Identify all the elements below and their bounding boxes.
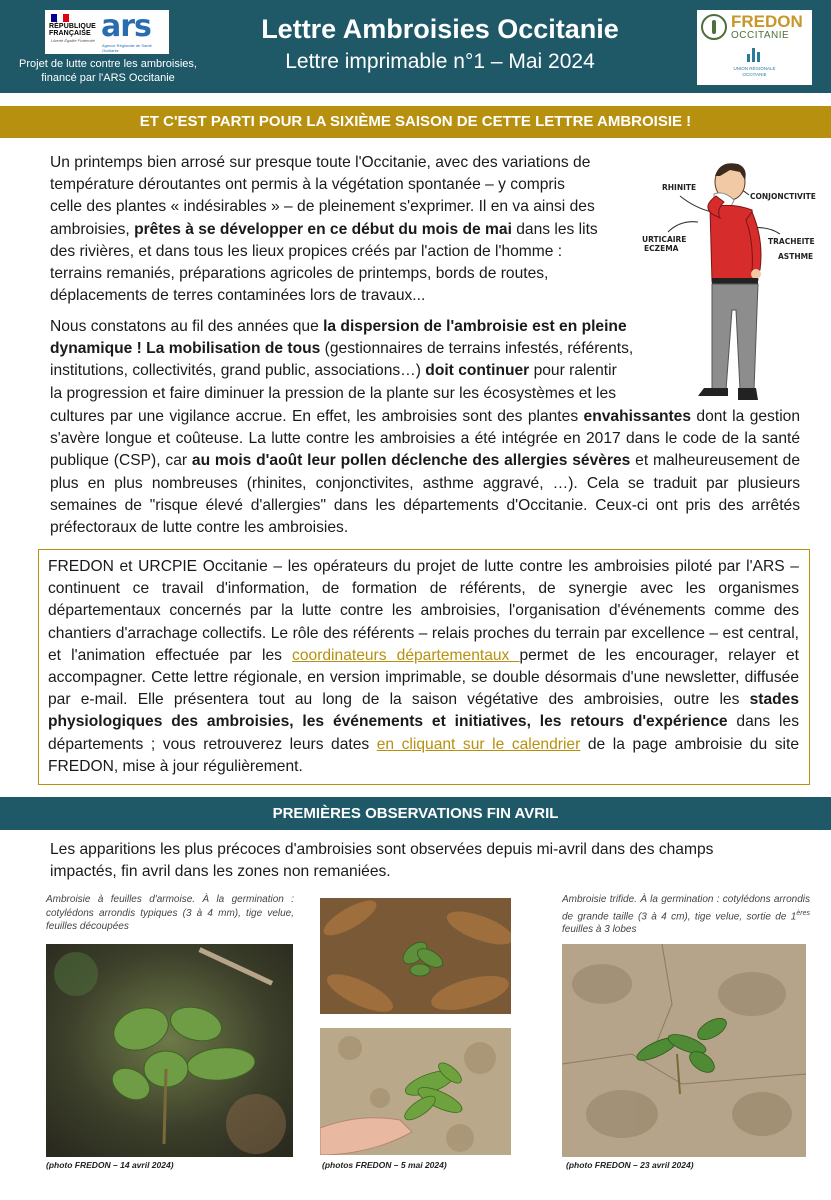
photo-ambroisie-seedling-finger: [320, 1028, 511, 1155]
label-urticaire: URTICAIRE: [642, 235, 687, 244]
caption-ambroisie-trifide: Ambroisie trifide. À la germination : cotylédons arrondis de grande taille (3 à 4 cm), tige velue, sortie de 1ères feuilles à 3 lobes: [562, 894, 810, 936]
ars-logo: ars: [101, 9, 151, 44]
page-title: Lettre Ambroisies Occitanie: [261, 14, 619, 44]
republique-francaise-logo: [49, 14, 99, 50]
photo-credit-3: (photo FREDON – 23 avril 2024): [566, 1160, 694, 1170]
photo-ambroisie-trifide-seedling: [562, 944, 806, 1157]
operators-info-text: FREDON et URCPIE Occitanie – les opérateurs du projet de lutte contre les ambroisies piloté par l'ARS – continuent ce travail d'information, de formation de référents, de synergie avec les organismes départementaux concernés par la lutte contre les ambroisies, l'organisation d'événements comme des chantiers d'arrachage collectifs. Le rôle des référents – relais proches du terrain par excellence – est central, et l'animation effectuée par les coordinateurs départementaux permet de les encourager, relayer et accompagner. Cette lettre régionale, en version imprimable, se double désormais d'une newsletter, diffusée par e-mail. Elle présentera tout au long de la saison végétative des ambroisies, outre les stades physiologiques des ambroisies, les événements et initiatives, les retours d'expérience dans les départements ; vous retrouverez leurs dates en cliquant sur le calendrier de la page ambroisie du site FREDON, mise à jour régulièrement.: [48, 558, 799, 775]
page-subtitle: Lettre imprimable n°1 – Mai 2024: [285, 50, 595, 73]
caption-ambroisie-armoise: Ambroisie à feuilles d'armoise. À la germination : cotylédons arrondis typiques (3 à 4 mm), tige velue, feuilles découpées: [46, 894, 294, 932]
french-flag-icon: [51, 14, 69, 22]
photo-credit-2: (photos FREDON – 5 mai 2024): [322, 1160, 447, 1170]
allergy-symptoms-illustration: [640, 160, 820, 415]
ars-subtitle: Agence Régionale de Santé Occitanie: [102, 43, 152, 53]
republique-text: RÉPUBLIQUE FRANÇAISE: [49, 23, 96, 37]
coordinateurs-departementaux-link[interactable]: coordinateurs départementaux: [292, 646, 520, 664]
photo-credit-1: (photo FREDON – 14 avril 2024): [46, 1160, 174, 1170]
partner-logos-right: [697, 10, 812, 85]
label-tracheite: TRACHEITE: [768, 237, 815, 246]
calendrier-link[interactable]: en cliquant sur le calendrier: [376, 735, 581, 753]
photo-ambroisie-seedling-leaves: [320, 898, 511, 1014]
dispersion-paragraph-bottom: cultures par une vigilance accrue. En effet, les ambroisies sont des plantes envahissantes dont la gestion s'avère longue et coûteuse. La lutte contre les ambroisies a été intégrée en 2017 dans le code de la santé publique (CSP), car au mois d'août leur pollen déclenche des allergies sévères et malheureusement de plus en plus nombreuses (rhinites, conjonctivites, asthme aggravé, …). Cela se traduit par plusieurs semaines de "risque élevé d'allergies" dans les départements d'Occitanie. Ceux-ci ont pris des arrêtés préfectoraux de lutte contre les ambroisies.: [50, 408, 800, 537]
urcpie-logo-icon: [745, 48, 763, 62]
label-conjonctivite: CONJONCTIVITE: [750, 192, 816, 201]
label-eczema: ECZEMA: [644, 244, 679, 253]
photo-ambroisie-armoise-seedling: [46, 944, 293, 1157]
project-caption: Projet de lutte contre les ambroisies, financé par l'ARS Occitanie: [19, 58, 197, 84]
devise-text: Liberté Égalité Fraternité: [51, 38, 95, 43]
intro-paragraph: Un printemps bien arrosé sur presque toute l'Occitanie, avec des variations de température déroutantes ont permis à la végétation spontanée – y compris celle des plantes « indésirables » – de pleinement s'exprimer. Il en va ainsi des ambroisies, prêtes à se développer en ce début du mois de mai dans les lits des rivières, et dans tous les lieux propices créés par l'action de l'homme : terrains remaniés, préparations agricoles de printemps, bords de routes, déplacements de terres contaminées lors de travaux...: [50, 154, 598, 305]
observations-intro: Les apparitions les plus précoces d'ambroisies sont observées depuis mi-avril dans des champs impactés, fin avril dans les zones non remaniées.: [50, 841, 714, 881]
label-rhinite: RHINITE: [662, 183, 697, 192]
fredon-emblem-icon: [701, 14, 727, 40]
urcpie-text: UNION RÉGIONALE OCCITANIE: [733, 66, 776, 77]
partner-logos-left: [45, 10, 169, 54]
label-asthme: ASTHME: [778, 252, 814, 261]
dispersion-paragraph-top: Nous constatons au fil des années que la dispersion de l'ambroisie est en pleine dynamique ! La mobilisation de tous (gestionnaires de terrains infestés, référents, institutions, collectivités, grand public, associations…) doit continuer pour ralentir la progression et faire diminuer la pression de la plante sur les écosystèmes et les: [50, 318, 634, 402]
section-banner-season: ET C'EST PARTI POUR LA SIXIÈME SAISON DE CETTE LETTRE AMBROISIE !: [0, 106, 831, 138]
fredon-logo: FREDON: [731, 12, 803, 31]
section-banner-observations: PREMIÈRES OBSERVATIONS FIN AVRIL: [0, 797, 831, 830]
fredon-region: OCCITANIE: [731, 30, 790, 41]
